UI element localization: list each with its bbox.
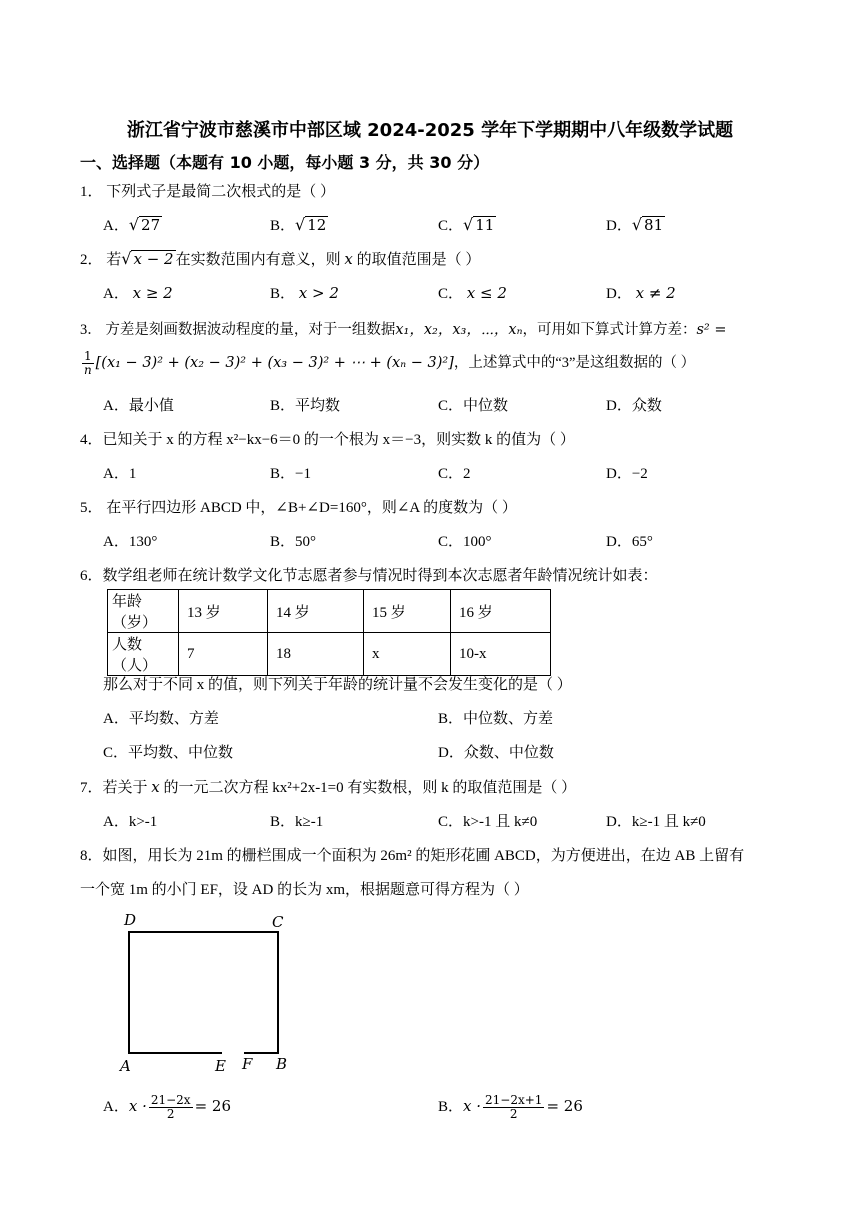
q2-var: x: [344, 250, 353, 268]
question-3-line-2: [80, 350, 695, 377]
option-text: 中位数: [463, 398, 509, 414]
q4-option-b: [270, 462, 311, 483]
label-f: F: [242, 1055, 253, 1073]
radicand: x − 2: [133, 250, 174, 268]
option-fraction: [483, 1094, 544, 1121]
option-label: B．: [270, 534, 296, 550]
q1-option-a: A．√ 27: [103, 215, 161, 234]
q1-option-d: D．√ 81: [606, 215, 664, 234]
q4-option-d: [606, 462, 648, 483]
age-table: [107, 589, 551, 676]
fence-outline: [129, 932, 278, 1053]
option-text: 众数、中位数: [463, 745, 554, 761]
q2-option-b: [270, 282, 339, 303]
table-cell: 13 岁: [179, 590, 268, 633]
q2-option-c: [438, 282, 507, 303]
option-label: D．: [606, 286, 632, 302]
option-text: k>-1: [128, 814, 158, 830]
q7-option-a: [103, 810, 157, 831]
option-label: A．: [103, 466, 129, 482]
option-label: B．: [270, 398, 296, 414]
q8-option-b: [438, 1094, 583, 1121]
q3-option-d: [606, 394, 662, 415]
option-text: k>-1 且 k≠0: [463, 814, 538, 830]
question-1-stem: 1． 下列式子是最简二次根式的是（ ）: [80, 184, 336, 200]
option-text: 100°: [463, 534, 492, 550]
q8-option-a: [103, 1094, 231, 1121]
option-text: 130°: [128, 534, 158, 550]
question-6-follow: 那么对于不同 x 的值，则下列关于年龄的统计量不会发生变化的是（ ）: [103, 677, 572, 693]
option-tail: = 26: [194, 1097, 232, 1116]
q6-option-d: [438, 741, 554, 762]
q3-text-3: ，上述算式中的“3”是这组数据的（ ）: [453, 355, 696, 372]
frac-den: n: [83, 363, 92, 378]
q7-text: 7．若关于: [80, 780, 148, 796]
label-b: B: [276, 1055, 288, 1073]
frac-num: 21−2x: [150, 1093, 191, 1107]
q3-option-a: [103, 394, 174, 415]
option-label: A．: [103, 286, 129, 302]
option-expr: x ≥ 2: [132, 284, 173, 302]
option-expr: x ≤ 2: [466, 284, 507, 302]
question-8-line-2: 一个宽 1m 的小门 EF，设 AD 的长为 xm，根据题意可得方程为（ ）: [80, 882, 529, 898]
radicand: 12: [307, 216, 327, 234]
option-text: 50°: [295, 534, 317, 550]
option-label: A．: [103, 534, 129, 550]
q7-option-c: [438, 810, 537, 831]
q7-text-2: 的一元二次方程 kx²+2x-1=0 有实数根，则 k 的取值范围是（ ）: [163, 780, 577, 796]
q5-option-a: [103, 530, 157, 551]
table-cell: 年龄（岁）: [108, 590, 179, 633]
table-row: [108, 633, 551, 676]
q2-text: 在实数范围内有意义，则: [175, 252, 341, 268]
option-label: C．: [438, 398, 464, 414]
radicand: 11: [475, 216, 495, 234]
q3-text: 3． 方差是刻画数据波动程度的量，对于一组数据: [80, 322, 396, 338]
rectangle-garden-figure: [112, 906, 302, 1078]
option-label: B．: [270, 218, 296, 234]
q7-var: x: [151, 778, 160, 796]
frac-den: 2: [509, 1107, 518, 1122]
option-text: 平均数: [295, 398, 341, 414]
option-text: 平均数、方差: [128, 711, 219, 727]
option-text: k≥-1: [295, 814, 324, 830]
q6-option-b: [438, 707, 553, 728]
q4-option-c: [438, 462, 471, 483]
table-cell: 16 岁: [451, 590, 551, 633]
q4-option-a: [103, 462, 136, 483]
option-label: B．: [270, 814, 296, 830]
option-label: C．: [438, 218, 464, 234]
q7-option-d: [606, 810, 706, 831]
question-4-stem: 4．已知关于 x 的方程 x²−kx−6＝0 的一个根为 x＝−3，则实数 k 的值为（ ）: [80, 432, 575, 448]
table-cell: 人数（人）: [108, 633, 179, 676]
option-text: k≥-1 且 k≠0: [631, 814, 706, 830]
option-label: B．: [270, 466, 296, 482]
option-label: B．: [270, 286, 296, 302]
table-cell: 14 岁: [268, 590, 364, 633]
option-label: D．: [606, 534, 632, 550]
option-label: A．: [103, 398, 129, 414]
table-cell: 10-x: [451, 633, 551, 676]
option-label: B．: [438, 1099, 464, 1116]
option-lead: x ·: [128, 1097, 147, 1116]
option-label: D．: [606, 814, 632, 830]
question-2-stem: 2． 若√ x − 2 在实数范围内有意义，则 x 的取值范围是（ ）: [80, 249, 481, 268]
q3-option-c: [438, 394, 508, 415]
q2-prefix: 2． 若: [80, 252, 122, 268]
option-text: 最小值: [128, 398, 174, 414]
option-label: A．: [103, 814, 129, 830]
label-a: A: [120, 1057, 131, 1075]
option-label: C．: [103, 745, 129, 761]
label-c: C: [272, 913, 284, 931]
radicand: 27: [141, 216, 161, 234]
label-d: D: [124, 911, 137, 929]
label-e: E: [215, 1057, 226, 1075]
option-label: B．: [438, 711, 464, 727]
option-text: 65°: [631, 534, 653, 550]
frac-num: 1: [84, 349, 92, 363]
q6-option-c: [103, 741, 233, 762]
q6-option-a: [103, 707, 219, 728]
option-lead: x ·: [463, 1097, 482, 1116]
table-cell: x: [364, 633, 451, 676]
table-cell: 18: [268, 633, 364, 676]
option-fraction: [149, 1094, 193, 1121]
frac-num: 21−2x+1: [485, 1093, 543, 1107]
q1-option-b: B．√ 12: [270, 215, 327, 234]
q3-data-list: x₁，x₂，x₃，⋯，xₙ: [395, 322, 523, 338]
q3-variance-symbol: s² =: [696, 322, 727, 338]
q3-option-b: [270, 394, 340, 415]
option-expr: x > 2: [298, 284, 339, 302]
q2-text-2: 的取值范围是（ ）: [356, 252, 481, 268]
option-label: D．: [606, 398, 632, 414]
page-title: 浙江省宁波市慈溪市中部区域 2024-2025 学年下学期期中八年级数学试题: [126, 120, 734, 141]
q5-option-c: [438, 530, 492, 551]
option-label: C．: [438, 286, 464, 302]
q3-fraction: [82, 350, 94, 377]
section-heading: 一、选择题（本题有 10 小题，每小题 3 分，共 30 分）: [80, 153, 490, 172]
radicand: 81: [644, 216, 664, 234]
question-8-line-1: 8．如图，用长为 21m 的栅栏围成一个面积为 26m² 的矩形花圃 ABCD，为方便进出，在边 AB 上留有: [80, 848, 745, 864]
option-label: D．: [438, 745, 464, 761]
frac-den: 2: [166, 1107, 175, 1122]
option-text: −1: [295, 466, 311, 482]
option-expr: x ≠ 2: [635, 284, 676, 302]
option-label: D．: [606, 466, 632, 482]
option-text: 平均数、中位数: [128, 745, 234, 761]
question-5-stem: 5． 在平行四边形 ABCD 中，∠B+∠D=160°，则∠A 的度数为（ ）: [80, 500, 517, 516]
q1-option-c: C．√ 11: [438, 215, 495, 234]
table-row: [108, 590, 551, 633]
question-7-stem: [80, 776, 576, 797]
option-label: C．: [438, 466, 464, 482]
question-3-line-1: [80, 318, 726, 339]
q2-option-d: [606, 282, 676, 303]
option-label: C．: [438, 814, 464, 830]
option-text: 1: [128, 466, 137, 482]
q3-text-2: ，可用如下算式计算方差：: [522, 322, 697, 338]
option-text: 中位数、方差: [463, 711, 554, 727]
question-6-stem: 6．数学组老师在统计数学文化节志愿者参与情况时得到本次志愿者年龄情况统计如表：: [80, 568, 658, 584]
option-label: A．: [103, 1099, 129, 1116]
option-text: −2: [631, 466, 648, 482]
q2-option-a: [103, 282, 173, 303]
q3-formula: [(x₁ − 3)² + (x₂ − 3)² + (x₃ − 3)² + ⋯ + (xₙ − 3)²]: [95, 355, 454, 372]
option-label: A．: [103, 218, 129, 234]
option-text: 2: [463, 466, 471, 482]
option-tail: = 26: [546, 1097, 583, 1116]
table-cell: 15 岁: [364, 590, 451, 633]
q5-option-d: [606, 530, 653, 551]
q7-option-b: [270, 810, 323, 831]
option-text: 众数: [631, 398, 662, 414]
q5-option-b: [270, 530, 316, 551]
table-cell: 7: [179, 633, 268, 676]
option-label: A．: [103, 711, 129, 727]
option-label: D．: [606, 218, 632, 234]
option-label: C．: [438, 534, 464, 550]
